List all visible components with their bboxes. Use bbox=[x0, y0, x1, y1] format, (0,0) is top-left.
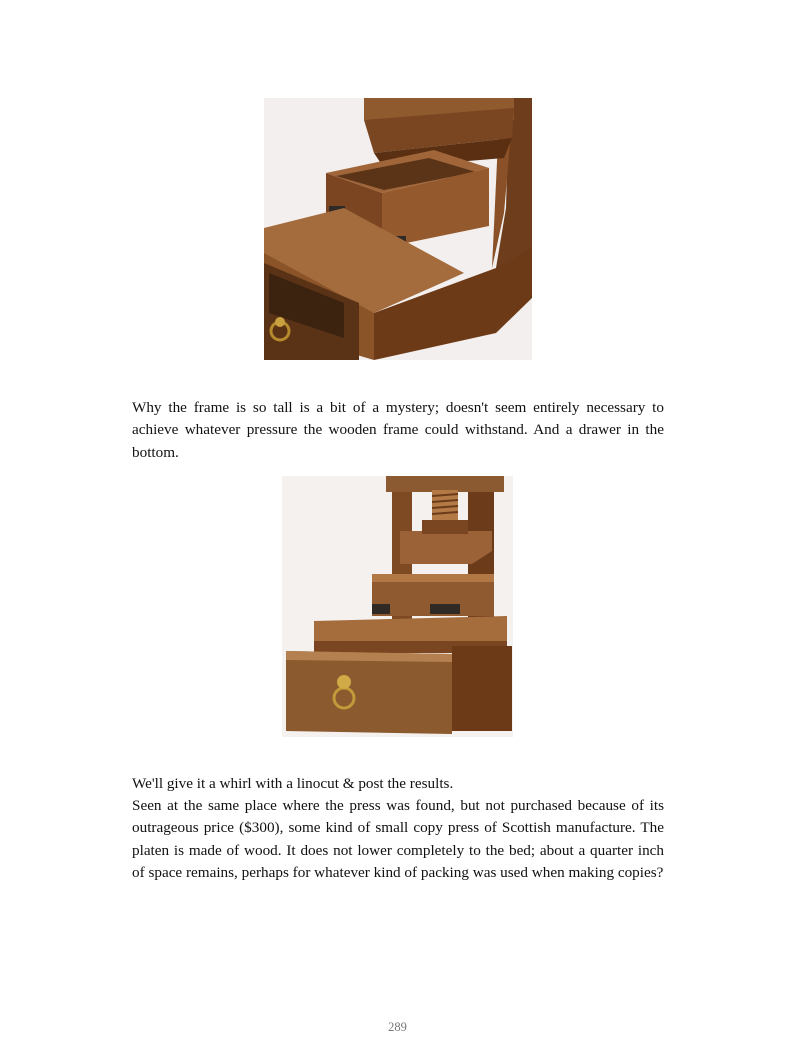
paragraph-frame-mystery: Why the frame is so tall is a bit of a mystery; doesn't seem entirely necessary to achieve whatever pressure the wooden frame could withstand. And a drawer in the bottom. bbox=[132, 399, 664, 461]
paragraph-linocut: We'll give it a whirl with a linocut & post the results. bbox=[132, 775, 454, 792]
wooden-press-full-view-photo bbox=[282, 476, 513, 737]
paragraph-copy-press: Seen at the same place where the press was found, but not purchased because of its outrageous price ($300), some kind of small copy press of Scottish manufacture. The platen is made of wood. It does not lower completely to the bed; about a quarter inch of space remains, perhaps for whatever kind of packing was used when making copies? bbox=[132, 797, 664, 882]
page-number: 289 bbox=[388, 1020, 407, 1034]
wooden-press-closeup-photo bbox=[264, 98, 532, 360]
